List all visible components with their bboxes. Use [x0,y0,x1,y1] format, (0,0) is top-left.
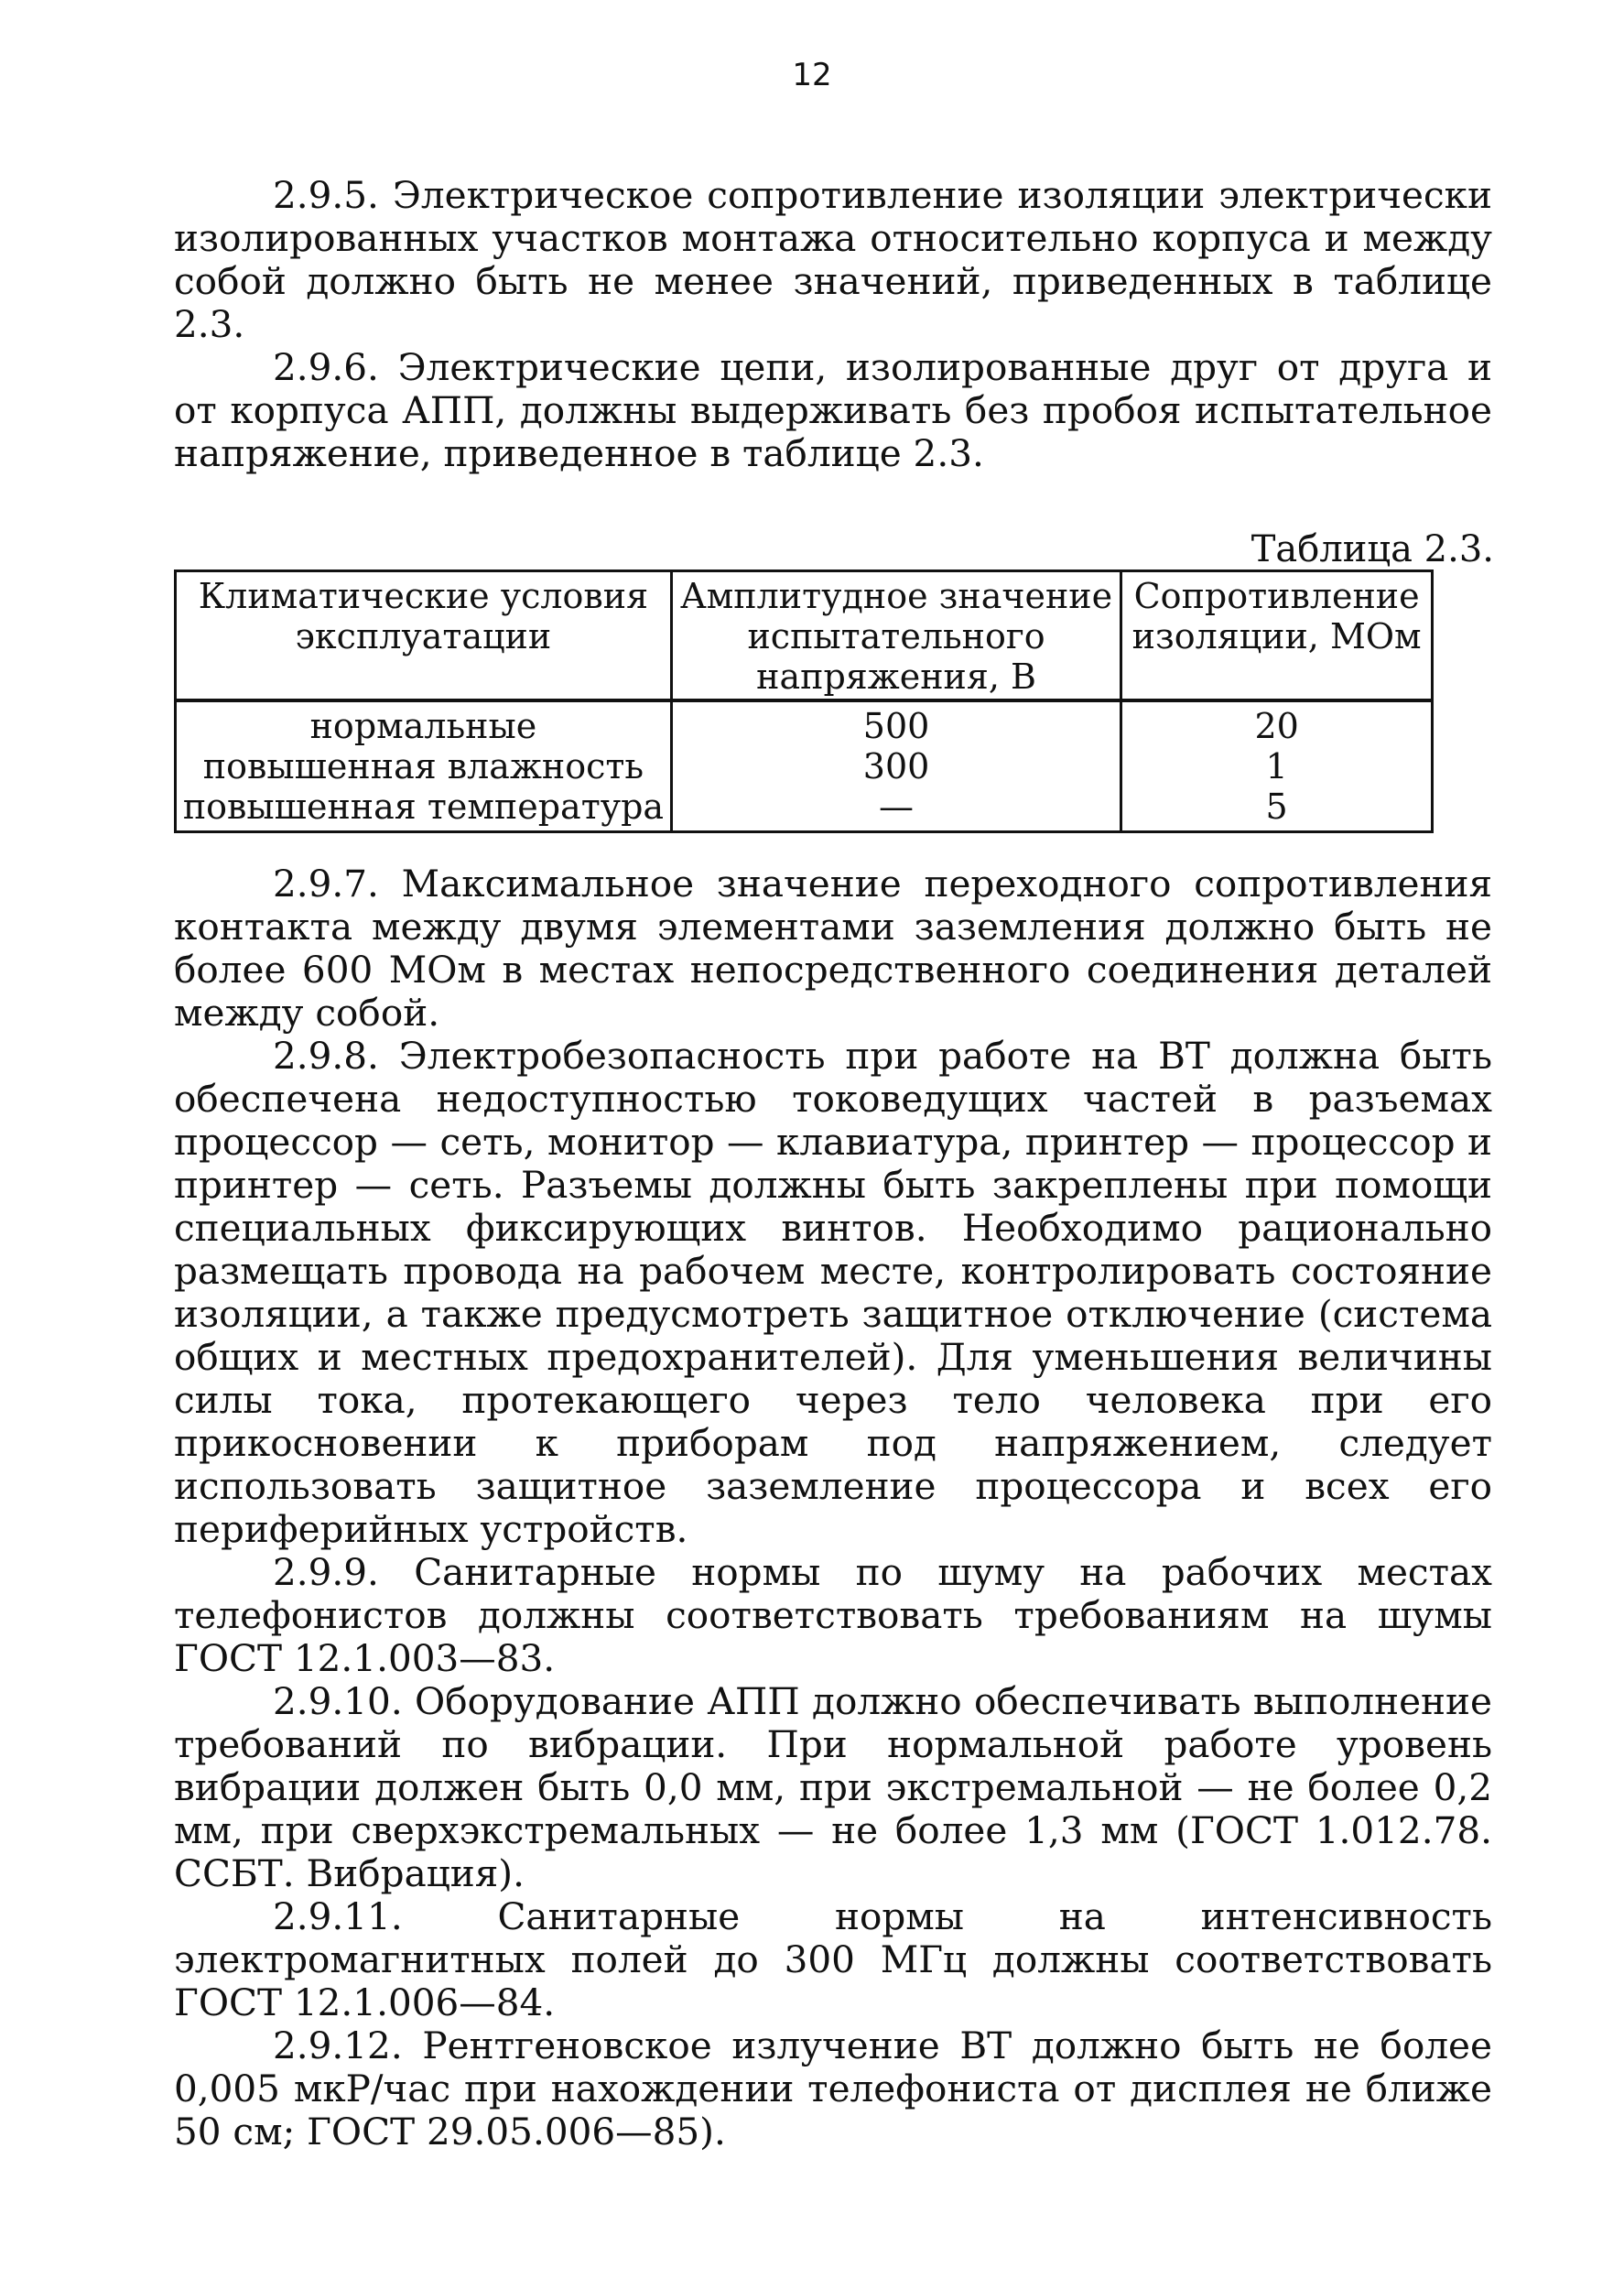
cell-resistance: 5 [1121,787,1433,832]
paragraph-2-9-6: 2.9.6. Электрические цепи, изолированные друг от друга и от корпуса АПП, должны выдерживать без пробоя испытательное напряжение, приведенное в таблице 2.3. [174,345,1492,475]
cell-voltage: — [671,787,1121,832]
paragraph-2-9-8: 2.9.8. Электробезопасность при работе на ВТ должна быть обеспечена недоступностью токоведущих частей в разъемах процессор — сеть, монитор — клавиатура, принтер — процессор и принтер — сеть. Разъемы должны быть закреплены при помощи специальных фиксирующих винтов. Необходимо рационально размещать провода на рабочем месте, контролировать состояние изоляции, а также предусмотреть защитное отключение (система общих и местных предохранителей). Для уменьшения величины силы тока, протекающего через тело человека при его прикосновении к приборам под напряжением, следует использовать защитное заземление процессора и всех его периферийных устройств. [174,1034,1492,1551]
cell-voltage: 500 [671,700,1121,746]
paragraph-2-9-11: 2.9.11. Санитарные нормы на интенсивность электромагнитных полей до 300 МГц должны соответствовать ГОСТ 12.1.006—84. [174,1894,1492,2024]
cell-resistance: 1 [1121,746,1433,787]
paragraph-2-9-7: 2.9.7. Максимальное значение переходного сопротивления контакта между двумя элементами заземления должно быть не более 600 МОм в местах непосредственного соединения деталей между собой. [174,862,1492,1035]
paragraph-2-9-10: 2.9.10. Оборудование АПП должно обеспечивать выполнение требований по вибрации. При нормальной работе уровень вибрации должен быть 0,0 мм, при экстремальной — не более 0,2 мм, при сверхэкстремальных — не более 1,3 мм (ГОСТ 1.012.78. ССБТ. Вибрация). [174,1679,1492,1895]
table-row [176,700,1433,746]
cell-condition: нормальные [176,700,672,746]
header-climate-conditions: Климатические условия эксплуатации [176,571,672,701]
table-caption: Таблица 2.3. [1250,528,1494,570]
cell-resistance: 20 [1121,700,1433,746]
table-header-row [176,571,1433,701]
paragraph-2-9-12: 2.9.12. Рентгеновское излучение ВТ должно быть не более 0,005 мкР/час при нахождении телефониста от дисплея не ближе 50 см; ГОСТ 29.05.006—85). [174,2023,1492,2153]
bottom-text-block [174,862,1492,2153]
paragraph-2-9-9: 2.9.9. Санитарные нормы по шуму на рабочих местах телефонистов должны соответствовать требованиям на шумы ГОСТ 12.1.003—83. [174,1550,1492,1680]
header-test-voltage: Амплитудное значение испытательного напряжения, В [671,571,1121,701]
top-text-block [174,174,1492,475]
cell-condition: повышенная температура [176,787,672,832]
cell-condition: повышенная влажность [176,746,672,787]
paragraph-2-9-5: 2.9.5. Электрическое сопротивление изоляции электрически изолированных участков монтажа относительно корпуса и между собой должно быть не менее значений, приведенных в таблице 2.3. [174,173,1492,346]
page-number: 12 [792,57,832,93]
cell-voltage: 300 [671,746,1121,787]
table-row [176,746,1433,787]
insulation-table [174,570,1434,833]
header-insulation-resistance: Сопротивление изоляции, МОм [1121,571,1433,701]
table-row [176,787,1433,832]
